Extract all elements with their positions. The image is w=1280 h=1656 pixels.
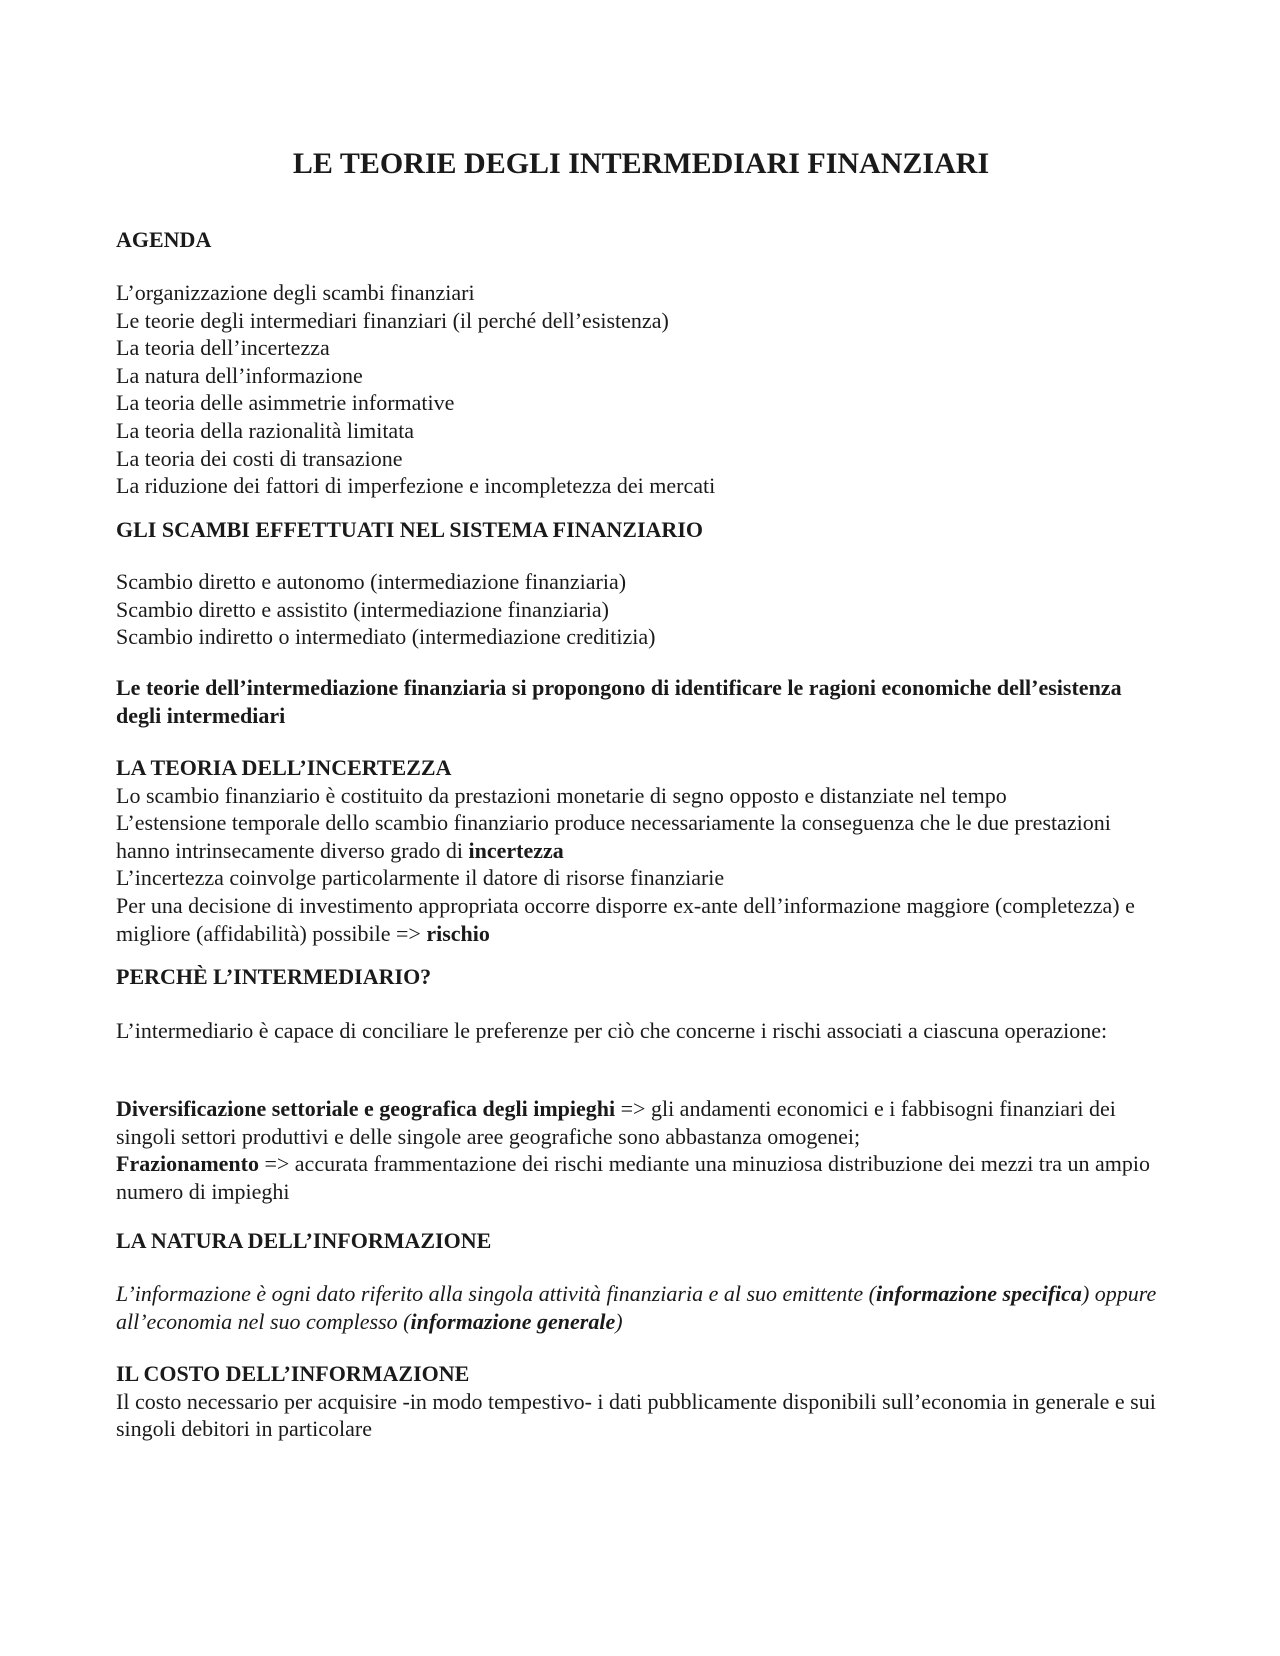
- costo-heading: IL COSTO DELL’INFORMAZIONE: [116, 1361, 470, 1386]
- natura-section: [116, 1227, 1166, 1255]
- natura-text-3: ): [615, 1308, 623, 1334]
- teorie-statement: Le teorie dell’intermediazione finanziaria si propongono di identificare le ragioni economiche dell’esistenza degli intermediari: [116, 675, 1122, 728]
- natura-definition: [116, 1280, 1166, 1335]
- incertezza-heading: LA TEORIA DELL’INCERTEZZA: [116, 755, 452, 780]
- natura-text-2: ) oppure all’economia nel suo complesso (: [116, 1281, 1157, 1334]
- agenda-list: [116, 279, 1166, 500]
- list-item: La teoria della razionalità limitata: [116, 417, 415, 443]
- list-item: Scambio indiretto o intermediato (intermediazione creditizia): [116, 624, 656, 650]
- list-item: La teoria dei costi di transazione: [116, 445, 403, 471]
- diversificazione-text: => gli andamenti economici e i fabbisogni finanziari dei singoli settori produttivi e delle singole aree geografiche sono abbastanza omogenei;: [116, 1096, 1116, 1149]
- teorie-statement-section: [116, 674, 1166, 729]
- list-item: La teoria dell’incertezza: [116, 335, 330, 361]
- costo-text: Il costo necessario per acquisire -in modo tempestivo- i dati pubblicamente disponibili sull’economia in generale e sui singoli debitori in particolare: [116, 1388, 1156, 1442]
- page-title: LE TEORIE DEGLI INTERMEDIARI FINANZIARI: [292, 147, 990, 180]
- incertezza-line-1: Lo scambio finanziario è costituito da prestazioni monetarie di segno opposto e distanziate nel tempo: [116, 782, 1007, 808]
- list-item: La riduzione dei fattori di imperfezione e incompletezza dei mercati: [116, 473, 716, 499]
- agenda-heading: AGENDA: [116, 227, 212, 252]
- incertezza-line-2-text: L’estensione temporale dello scambio finanziario produce necessariamente la conseguenza che le due prestazioni hanno intrinsecamente diverso grado di: [116, 810, 1111, 863]
- scambi-section: [116, 516, 1166, 544]
- list-item: La teoria delle asimmetrie informative: [116, 390, 455, 416]
- frazionamento-text: => accurata frammentazione dei rischi mediante una minuziosa distribuzione dei mezzi tra un ampio numero di impieghi: [116, 1151, 1151, 1204]
- perche-intro-block: [116, 1017, 1166, 1045]
- diversificazione-paragraph: [116, 1095, 1166, 1150]
- perche-heading: PERCHÈ L’INTERMEDIARIO?: [116, 964, 432, 989]
- incertezza-line-4-text: Per una decisione di investimento appropriata occorre disporre ex-ante dell’informazione maggiore (completezza) e migliore (affidabilità) possibile =>: [116, 892, 1135, 946]
- natura-text-1: L’informazione è ogni dato riferito alla singola attività finanziaria e al suo emittente (: [116, 1281, 876, 1306]
- incertezza-line-2: [116, 809, 1166, 864]
- costo-section: [116, 1360, 1166, 1443]
- incertezza-line-3: L’incertezza coinvolge particolarmente il datore di risorse finanziarie: [116, 865, 725, 891]
- incertezza-section: [116, 754, 1166, 947]
- natura-heading: LA NATURA DELL’INFORMAZIONE: [116, 1228, 492, 1253]
- rischio-keyword: rischio: [426, 920, 490, 946]
- informazione-specifica-term: informazione specifica: [876, 1281, 1082, 1306]
- list-item: Scambio diretto e autonomo (intermediazione finanziaria): [116, 569, 627, 594]
- perche-intro: L’intermediario è capace di conciliare le preferenze per ciò che concerne i rischi associati a ciascuna operazione:: [116, 1018, 1108, 1043]
- scambi-heading: GLI SCAMBI EFFETTUATI NEL SISTEMA FINANZIARIO: [116, 517, 703, 542]
- list-item: Scambio diretto e assistito (intermediazione finanziaria): [116, 596, 609, 622]
- list-item: L’organizzazione degli scambi finanziari: [116, 280, 475, 305]
- incertezza-line-4: [116, 892, 1166, 947]
- list-item: La natura dell’informazione: [116, 362, 363, 388]
- frazionamento-term: Frazionamento: [116, 1151, 259, 1177]
- list-item: Le teorie degli intermediari finanziari (il perché dell’esistenza): [116, 307, 669, 333]
- natura-definition-block: [116, 1280, 1166, 1335]
- frazionamento-paragraph: [116, 1150, 1166, 1205]
- incertezza-keyword: incertezza: [468, 837, 564, 863]
- informazione-generale-term: informazione generale: [410, 1308, 616, 1334]
- diversificazione-term: Diversificazione settoriale e geografica degli impieghi: [116, 1096, 616, 1121]
- scambi-list: [116, 568, 1166, 651]
- perche-details: [116, 1095, 1166, 1205]
- perche-section: [116, 963, 1166, 991]
- agenda-section: [116, 226, 1166, 254]
